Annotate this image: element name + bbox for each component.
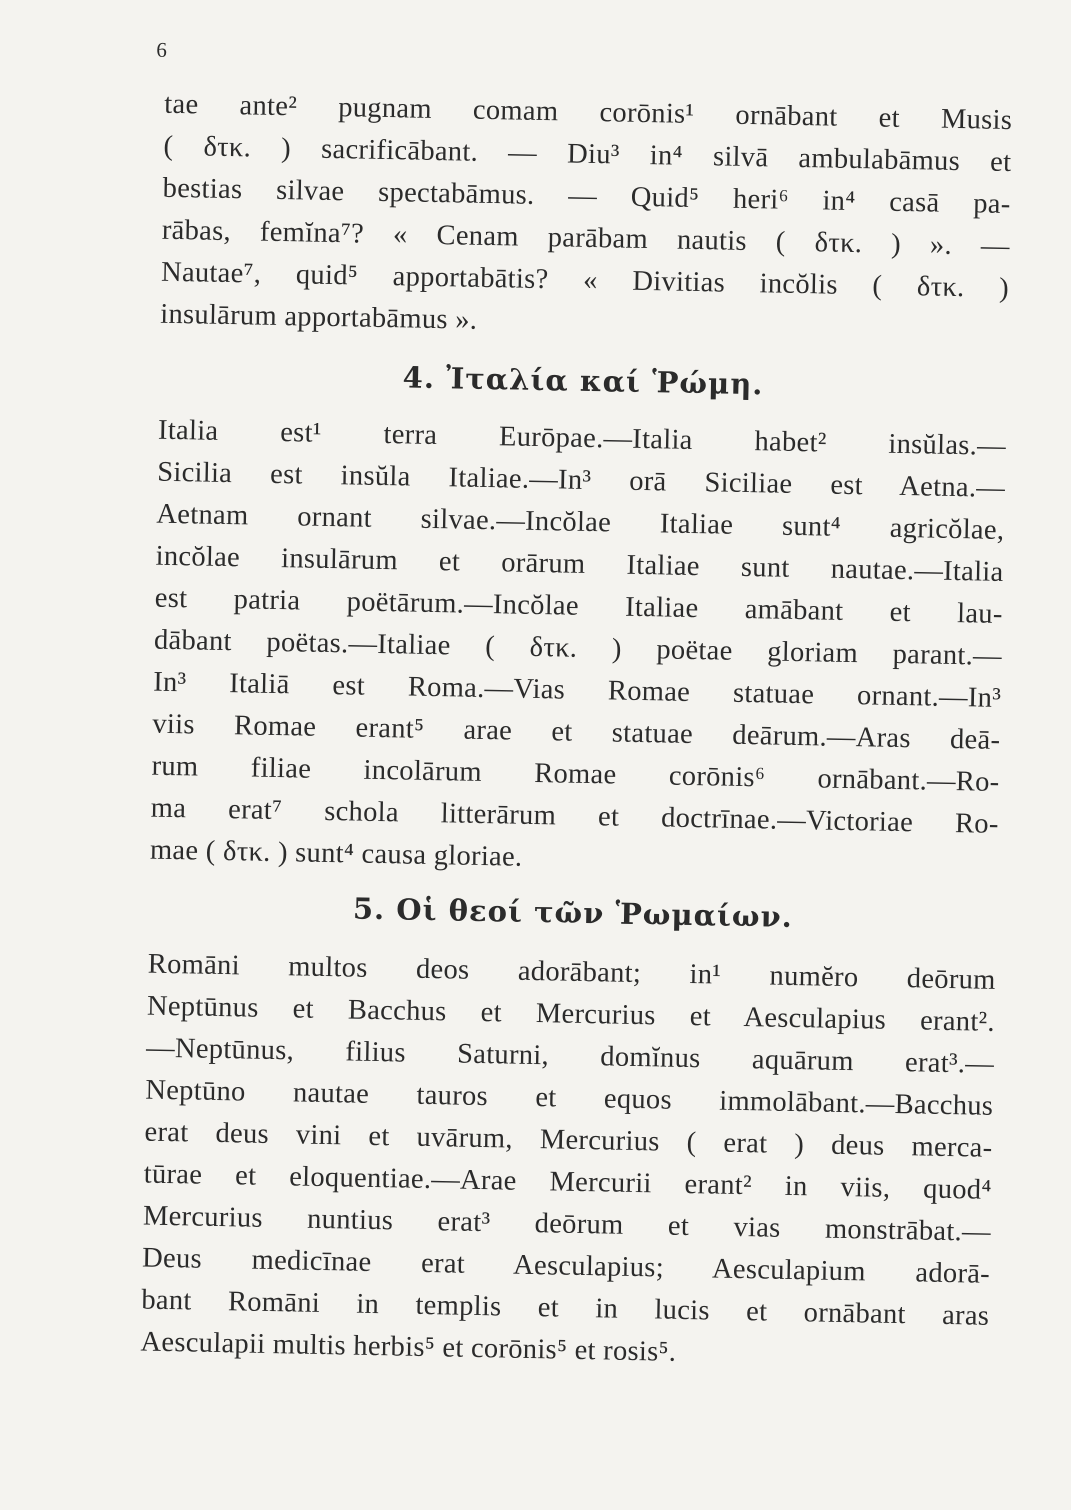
text-line: Aesculapii multis herbis⁵ et corōnis⁵ et rosis⁵. <box>140 1326 677 1368</box>
text-line: ( δτκ. ) sacrificābant. — Diu³ in⁴ silvā ambulabāmus et <box>163 130 1012 179</box>
text-line: Aetnam ornant silvae.—Incŏlae Italiae sunt⁴ agricŏlae, <box>156 498 1005 546</box>
section-title: 4. Ἰταλία καί Ῥώμη. <box>402 360 764 402</box>
text-line: mae ( δτκ. ) sunt⁴ causa gloriae. <box>149 834 523 873</box>
text-line: Neptūnus et Bacchus et Mercurius et Aesculapius erant². <box>146 990 996 1038</box>
text-line: ma erat⁷ schola litterārum et doctrīnae.—Victoriae Ro- <box>150 792 999 840</box>
text-line: Italia est¹ terra Eurōpae.—Italia habet² insŭlas.— <box>157 414 1007 462</box>
text-line: In³ Italiā est Roma.—Vias Romae statuae ornant.—In³ <box>152 666 1002 714</box>
text-line: Neptūno nautae tauros et equos immolābant.—Bacchus <box>145 1074 994 1122</box>
text-line: Deus medicīnae erat Aesculapius; Aesculapium adorā- <box>141 1242 991 1290</box>
text-line: incŏlae insulārum et orārum Italiae sunt nautae.—Italia <box>155 540 1004 588</box>
text-line: insulārum apportabāmus ». <box>159 298 478 336</box>
text-line: tūrae et eloquentiae.—Arae Mercurii erant² in viis, quod⁴ <box>143 1158 992 1206</box>
page-number: 6 <box>156 37 168 62</box>
text-line: est patria poëtārum.—Incŏlae Italiae amābant et lau- <box>154 582 1003 630</box>
text-line: tae ante² pugnam comam corōnis¹ ornābant et Musis <box>164 88 1013 137</box>
section-title: 5. Οἱ θεοί τῶν Ῥωμαίων. <box>352 891 794 934</box>
text-line: Mercurius nuntius erat³ deōrum et vias monstrābat.— <box>142 1200 992 1248</box>
text-line: —Neptūnus, filius Saturni, domĭnus aquārum erat³.— <box>145 1032 995 1080</box>
text-line: bant Romāni in templis et in lucis et ornābant aras <box>141 1284 990 1332</box>
text-line: rum filiae incolārum Romae corōnis⁶ ornābant.—Ro- <box>151 750 1000 798</box>
text-line: Sicilia est insŭla Italiae.—In³ orā Siciliae est Aetna.— <box>156 456 1006 504</box>
text-line: rābas, femĭna⁷? « Cenam parābam nautis ( δτκ. ) ». — <box>161 214 1011 263</box>
text-line: erat deus vini et uvārum, Mercurius ( erat ) deus merca- <box>144 1116 993 1164</box>
text-line: viis Romae erant⁵ arae et statuae deārum.—Aras deā- <box>152 708 1001 756</box>
paragraph-5 <box>140 945 996 1368</box>
section-heading-5 <box>149 885 997 934</box>
section-heading-4 <box>160 353 1008 402</box>
paragraph-1 <box>159 85 1013 336</box>
text-line: dābant poëtas.—Italiae ( δτκ. ) poëtae gloriam parant.— <box>153 624 1003 672</box>
text-line: Nautae⁷, quid⁵ apportabātis? « Divitias incŏlis ( δτκ. ) <box>160 256 1010 305</box>
text-line: Romāni multos deos adorābant; in¹ numĕro deōrum <box>147 948 996 996</box>
text-line: bestias silvae spectabāmus. — Quid⁵ heri⁶ in⁴ casā pa- <box>162 172 1011 221</box>
paragraph-4 <box>149 411 1007 873</box>
